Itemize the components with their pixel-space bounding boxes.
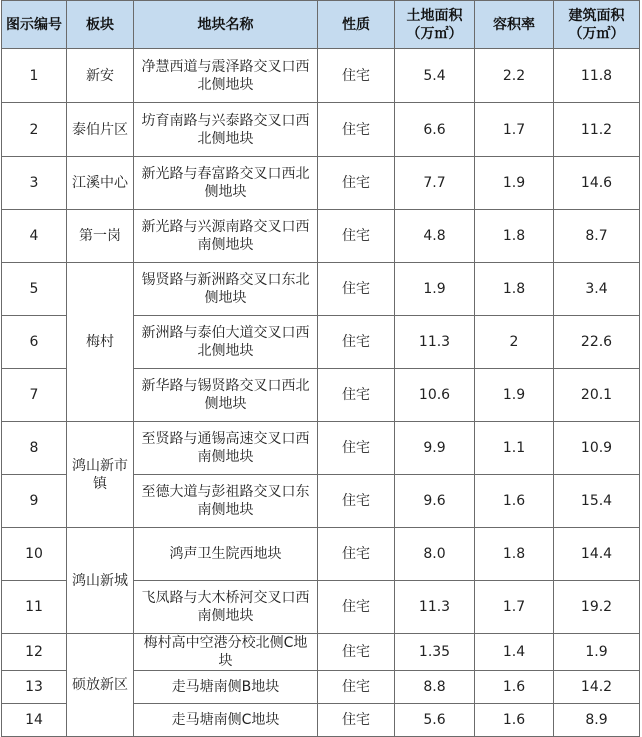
- cell-usage: 住宅: [318, 103, 395, 157]
- cell-usage: 住宅: [318, 369, 395, 422]
- header-plot-ratio: 容积率: [475, 1, 554, 49]
- header-usage: 性质: [318, 1, 395, 49]
- cell-parcel-name: 鸿声卫生院西地块: [134, 528, 318, 581]
- cell-usage: 住宅: [318, 210, 395, 263]
- cell-parcel-name: 新洲路与泰伯大道交叉口西北侧地块: [134, 316, 318, 369]
- cell-index: 11: [2, 581, 67, 634]
- cell-land-area: 9.9: [395, 422, 475, 475]
- cell-floor-area: 11.8: [554, 49, 640, 103]
- cell-parcel-name: 走马塘南侧C地块: [134, 704, 318, 737]
- cell-parcel-name: 梅村高中空港分校北侧C地块: [134, 634, 318, 671]
- cell-index: 6: [2, 316, 67, 369]
- cell-floor-area: 1.9: [554, 634, 640, 671]
- cell-plot-ratio: 1.8: [475, 528, 554, 581]
- cell-plot-ratio: 2.2: [475, 49, 554, 103]
- cell-district: 鸿山新城: [67, 528, 134, 634]
- cell-parcel-name: 净慧西道与震泽路交叉口西北侧地块: [134, 49, 318, 103]
- header-district: 板块: [67, 1, 134, 49]
- cell-plot-ratio: 2: [475, 316, 554, 369]
- cell-usage: 住宅: [318, 634, 395, 671]
- cell-index: 13: [2, 671, 67, 704]
- cell-land-area: 1.35: [395, 634, 475, 671]
- cell-index: 12: [2, 634, 67, 671]
- cell-plot-ratio: 1.8: [475, 263, 554, 316]
- cell-usage: 住宅: [318, 581, 395, 634]
- cell-index: 2: [2, 103, 67, 157]
- cell-floor-area: 20.1: [554, 369, 640, 422]
- header-land-area: 土地面积（万㎡）: [395, 1, 475, 49]
- cell-plot-ratio: 1.9: [475, 369, 554, 422]
- cell-index: 9: [2, 475, 67, 528]
- land-parcel-table: [1, 0, 640, 737]
- cell-plot-ratio: 1.6: [475, 671, 554, 704]
- cell-district: 新安: [67, 49, 134, 103]
- cell-index: 7: [2, 369, 67, 422]
- cell-floor-area: 8.7: [554, 210, 640, 263]
- cell-floor-area: 3.4: [554, 263, 640, 316]
- cell-land-area: 4.8: [395, 210, 475, 263]
- cell-district: 梅村: [67, 263, 134, 422]
- header-floor-area: 建筑面积（万㎡）: [554, 1, 640, 49]
- header-row: [2, 1, 640, 49]
- cell-district: 第一岗: [67, 210, 134, 263]
- cell-land-area: 5.4: [395, 49, 475, 103]
- table-row: [2, 157, 640, 210]
- cell-floor-area: 8.9: [554, 704, 640, 737]
- cell-index: 4: [2, 210, 67, 263]
- cell-usage: 住宅: [318, 528, 395, 581]
- cell-floor-area: 22.6: [554, 316, 640, 369]
- cell-land-area: 8.8: [395, 671, 475, 704]
- cell-usage: 住宅: [318, 49, 395, 103]
- table-row: [2, 528, 640, 581]
- cell-parcel-name: 至贤路与通锡高速交叉口西南侧地块: [134, 422, 318, 475]
- cell-index: 14: [2, 704, 67, 737]
- cell-parcel-name: 锡贤路与新洲路交叉口东北侧地块: [134, 263, 318, 316]
- cell-floor-area: 14.4: [554, 528, 640, 581]
- cell-plot-ratio: 1.8: [475, 210, 554, 263]
- cell-floor-area: 19.2: [554, 581, 640, 634]
- cell-district: 硕放新区: [67, 634, 134, 737]
- table-row: [2, 634, 640, 671]
- cell-index: 5: [2, 263, 67, 316]
- table-row: [2, 422, 640, 475]
- cell-district: 江溪中心: [67, 157, 134, 210]
- cell-district: 泰伯片区: [67, 103, 134, 157]
- cell-land-area: 6.6: [395, 103, 475, 157]
- cell-parcel-name: 至德大道与彭祖路交叉口东南侧地块: [134, 475, 318, 528]
- cell-index: 3: [2, 157, 67, 210]
- cell-parcel-name: 坊育南路与兴泰路交叉口西北侧地块: [134, 103, 318, 157]
- cell-floor-area: 11.2: [554, 103, 640, 157]
- cell-index: 10: [2, 528, 67, 581]
- header-index: 图示编号: [2, 1, 67, 49]
- cell-floor-area: 14.6: [554, 157, 640, 210]
- cell-land-area: 9.6: [395, 475, 475, 528]
- cell-plot-ratio: 1.7: [475, 581, 554, 634]
- cell-plot-ratio: 1.9: [475, 157, 554, 210]
- cell-index: 1: [2, 49, 67, 103]
- cell-land-area: 7.7: [395, 157, 475, 210]
- table-row: [2, 210, 640, 263]
- cell-parcel-name: 飞凤路与大木桥河交叉口西南侧地块: [134, 581, 318, 634]
- cell-plot-ratio: 1.1: [475, 422, 554, 475]
- cell-land-area: 1.9: [395, 263, 475, 316]
- cell-usage: 住宅: [318, 263, 395, 316]
- cell-floor-area: 15.4: [554, 475, 640, 528]
- cell-usage: 住宅: [318, 475, 395, 528]
- cell-usage: 住宅: [318, 671, 395, 704]
- table-row: [2, 49, 640, 103]
- cell-district: 鸿山新市镇: [67, 422, 134, 528]
- cell-land-area: 10.6: [395, 369, 475, 422]
- cell-land-area: 5.6: [395, 704, 475, 737]
- cell-land-area: 11.3: [395, 316, 475, 369]
- cell-plot-ratio: 1.7: [475, 103, 554, 157]
- cell-usage: 住宅: [318, 316, 395, 369]
- cell-parcel-name: 新光路与春富路交叉口西北侧地块: [134, 157, 318, 210]
- cell-plot-ratio: 1.4: [475, 634, 554, 671]
- cell-usage: 住宅: [318, 422, 395, 475]
- cell-index: 8: [2, 422, 67, 475]
- cell-floor-area: 10.9: [554, 422, 640, 475]
- header-parcel-name: 地块名称: [134, 1, 318, 49]
- table-row: [2, 103, 640, 157]
- cell-usage: 住宅: [318, 157, 395, 210]
- cell-land-area: 8.0: [395, 528, 475, 581]
- cell-usage: 住宅: [318, 704, 395, 737]
- cell-parcel-name: 新华路与锡贤路交叉口西北侧地块: [134, 369, 318, 422]
- cell-parcel-name: 新光路与兴源南路交叉口西南侧地块: [134, 210, 318, 263]
- cell-floor-area: 14.2: [554, 671, 640, 704]
- cell-parcel-name: 走马塘南侧B地块: [134, 671, 318, 704]
- cell-plot-ratio: 1.6: [475, 475, 554, 528]
- cell-plot-ratio: 1.6: [475, 704, 554, 737]
- table-row: [2, 263, 640, 316]
- cell-land-area: 11.3: [395, 581, 475, 634]
